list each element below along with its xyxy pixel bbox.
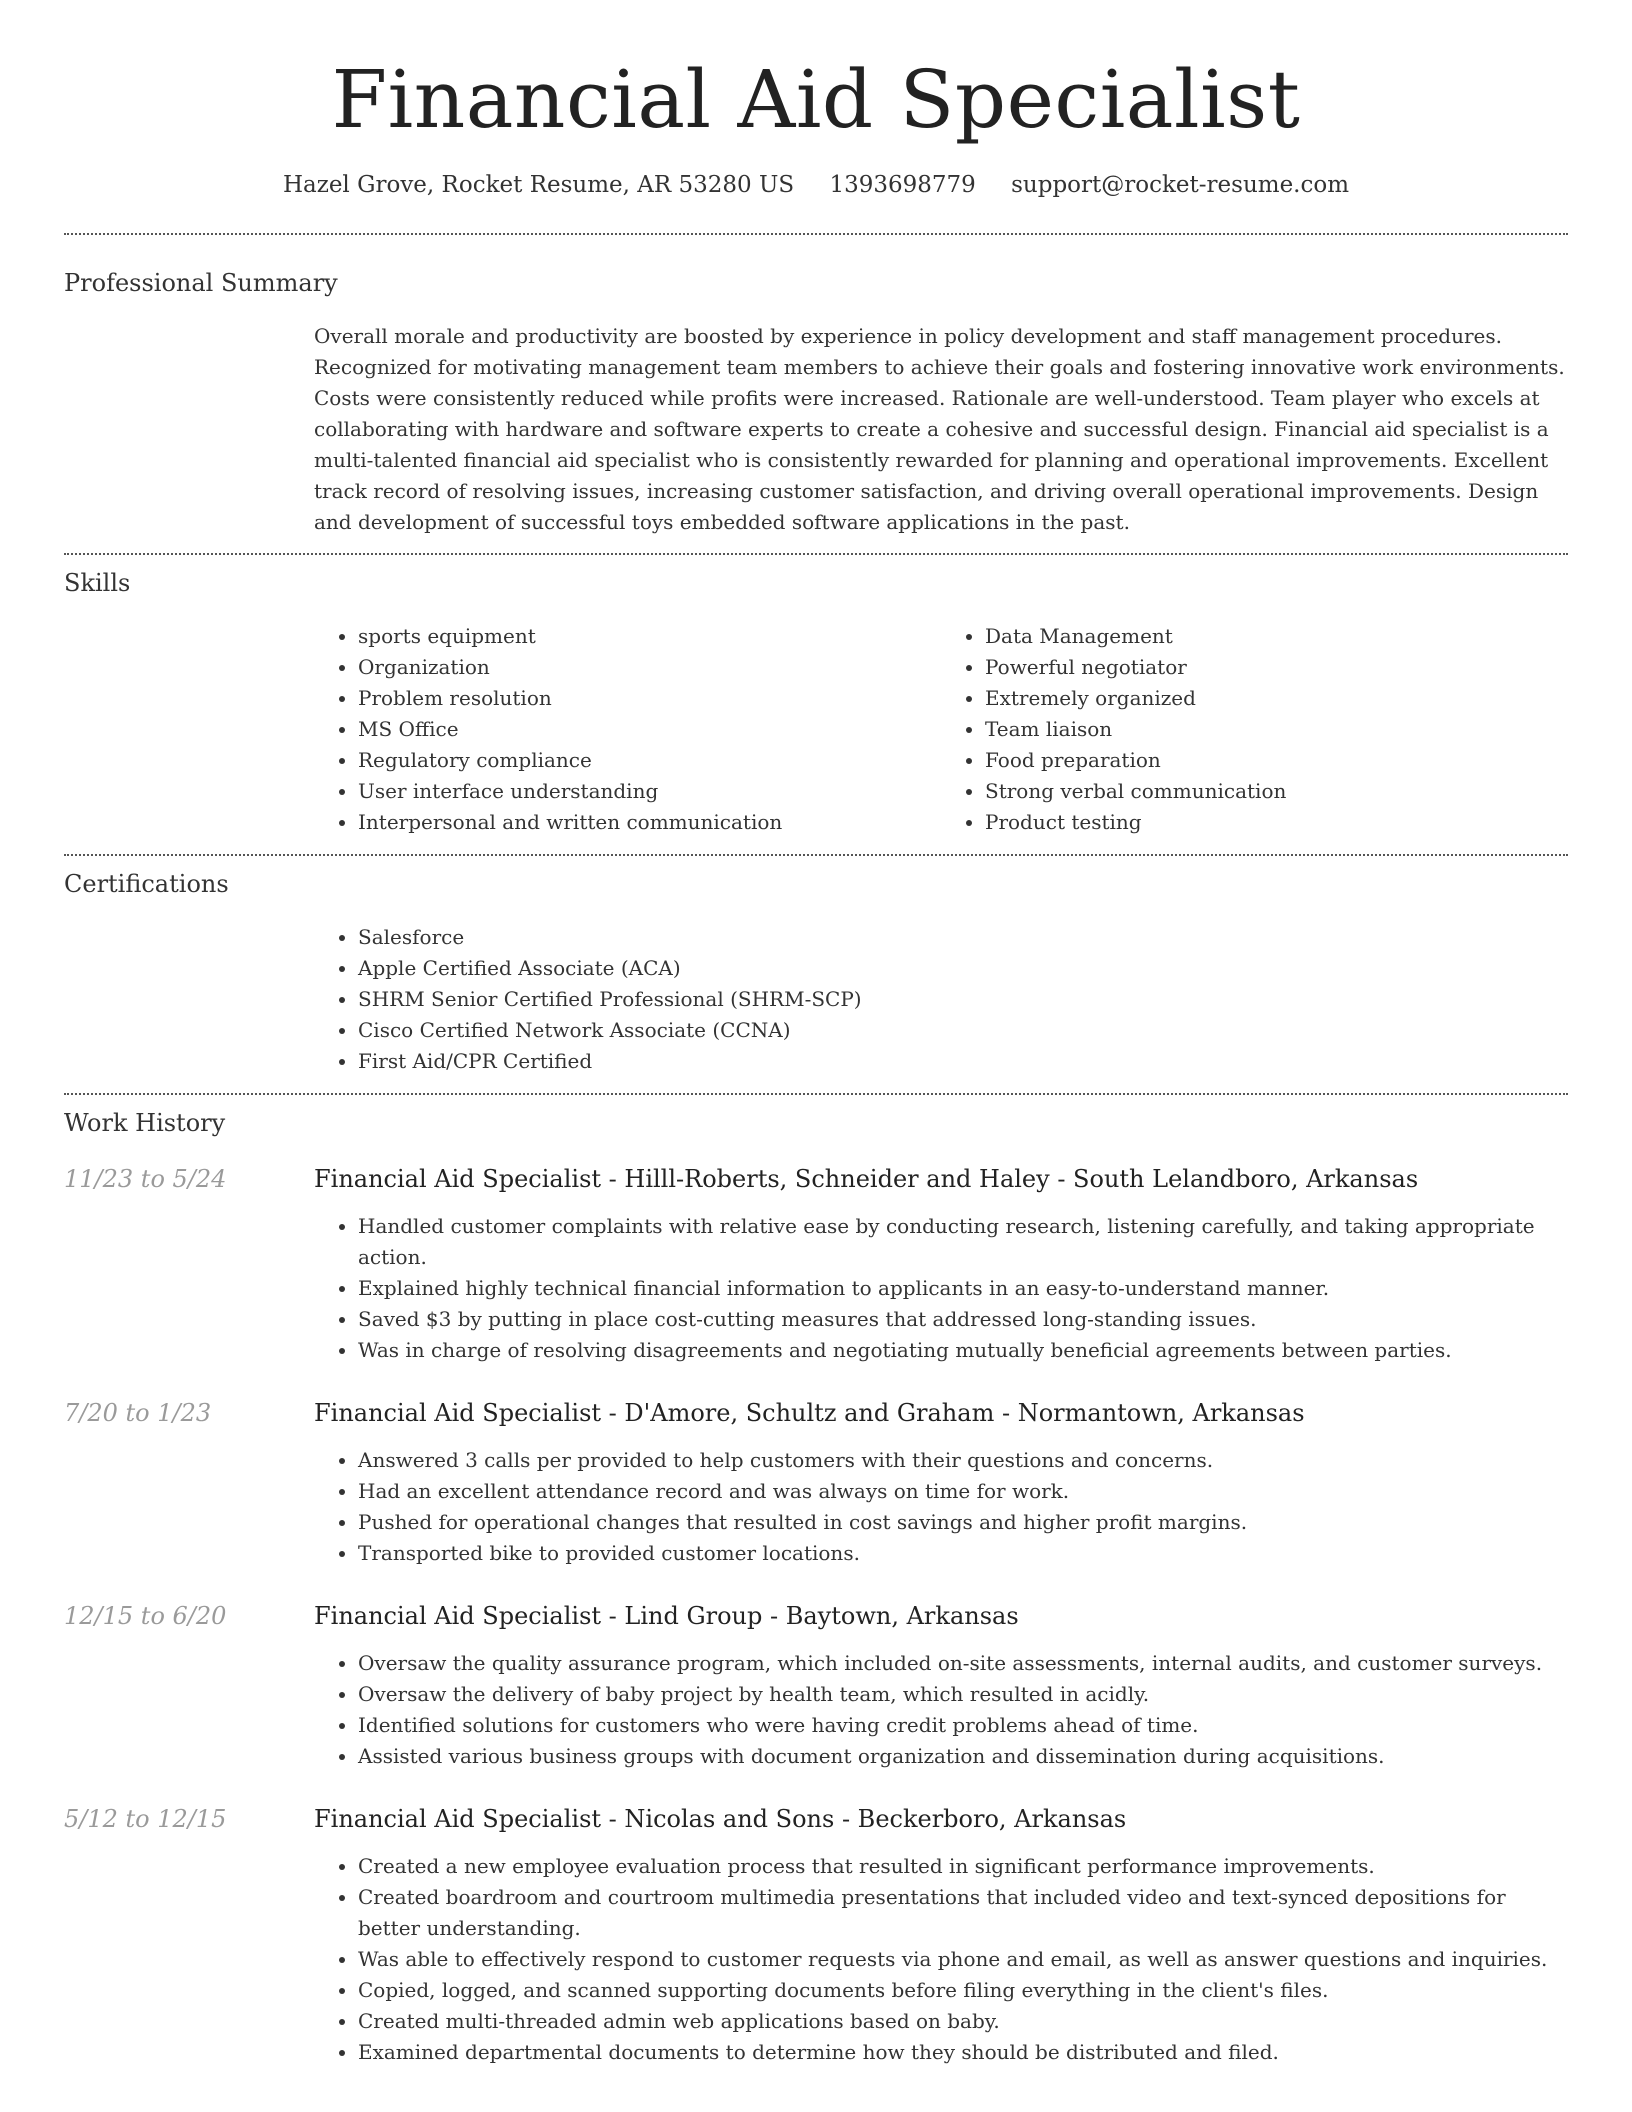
skill-item: • Extremely organized: [985, 683, 1568, 714]
job-title: Financial Aid Specialist - D'Amore, Schultz and Graham - Normantown, Arkansas: [314, 1399, 1305, 1427]
job-entry: [64, 1600, 1568, 1772]
skill-item: • Data Management: [985, 621, 1568, 652]
job-title: Financial Aid Specialist - Nicolas and Sons - Beckerboro, Arkansas: [314, 1805, 1127, 1833]
job-bullet: • Identified solutions for customers who were having credit problems ahead of time.: [358, 1710, 1568, 1741]
skill-item: • Problem resolution: [358, 683, 941, 714]
skill-item: • User interface understanding: [358, 776, 941, 807]
job-bullet: • Had an excellent attendance record and was always on time for work.: [358, 1476, 1568, 1507]
certifications-list: [314, 922, 1568, 1077]
contact-line: [0, 170, 1632, 200]
skills-list-left: [314, 621, 941, 838]
job-bullets: [314, 1648, 1568, 1772]
job-bullets: [314, 1211, 1568, 1366]
divider: [64, 553, 1568, 555]
job-bullet: • Created a new employee evaluation process that resulted in significant performance improvements.: [358, 1851, 1568, 1882]
work-history-title: Work History: [64, 1109, 226, 1137]
job-bullet: • Explained highly technical financial information to applicants in an easy-to-understand manner.: [358, 1273, 1568, 1304]
job-entry: [64, 1397, 1568, 1569]
job-bullet: • Was able to effectively respond to customer requests via phone and email, as well as answer questions and inquiries.: [358, 1944, 1568, 1975]
job-bullet: • Answered 3 calls per provided to help customers with their questions and concerns.: [358, 1445, 1568, 1476]
certification-item: • Cisco Certified Network Associate (CCNA): [358, 1015, 1568, 1046]
job-bullet: • Saved $3 by putting in place cost-cutting measures that addressed long-standing issues.: [358, 1304, 1568, 1335]
skill-item: • Product testing: [985, 807, 1568, 838]
divider: [64, 854, 1568, 856]
job-bullet: • Oversaw the quality assurance program, which included on-site assessments, internal audits, and customer surveys.: [358, 1648, 1568, 1679]
skills-title: Skills: [64, 569, 131, 597]
job-dates: 12/15 to 6/20: [64, 1602, 227, 1630]
skills-body: [314, 621, 1568, 838]
contact-phone: 1393698779: [829, 172, 976, 198]
certifications-body: [314, 922, 1568, 1077]
job-details: [314, 1397, 1568, 1569]
certification-item: • First Aid/CPR Certified: [358, 1046, 1568, 1077]
job-bullet: • Was in charge of resolving disagreements and negotiating mutually beneficial agreements between parties.: [358, 1335, 1568, 1366]
skill-item: • Regulatory compliance: [358, 745, 941, 776]
contact-address: Hazel Grove, Rocket Resume, AR 53280 US: [282, 172, 795, 198]
job-dates: 7/20 to 1/23: [64, 1399, 212, 1427]
job-entry: [64, 1803, 1568, 2068]
certifications-title: Certifications: [64, 870, 229, 898]
job-entry: [64, 1163, 1568, 1366]
skill-item: • Team liaison: [985, 714, 1568, 745]
divider: [64, 233, 1568, 235]
skills-section: [0, 567, 1632, 838]
skill-item: • Food preparation: [985, 745, 1568, 776]
job-bullets: [314, 1851, 1568, 2068]
skills-list-right: [941, 621, 1568, 838]
job-bullet: • Transported bike to provided customer locations.: [358, 1538, 1568, 1569]
job-details: [314, 1803, 1568, 2068]
job-bullet: • Created boardroom and courtroom multimedia presentations that included video and text-synced depositions for better understanding.: [358, 1882, 1568, 1944]
job-title: Financial Aid Specialist - Lind Group - Baytown, Arkansas: [314, 1602, 1019, 1630]
divider: [64, 1093, 1568, 1095]
job-bullet: • Copied, logged, and scanned supporting documents before filing everything in the client's files.: [358, 1975, 1568, 2006]
job-bullet: • Handled customer complaints with relative ease by conducting research, listening carefully, and taking appropriate action.: [358, 1211, 1568, 1273]
summary-title: Professional Summary: [64, 269, 338, 297]
job-dates: 11/23 to 5/24: [64, 1165, 227, 1193]
job-bullet: • Oversaw the delivery of baby project by health team, which resulted in acidly.: [358, 1679, 1568, 1710]
summary-section: [0, 267, 1632, 538]
contact-email: support@rocket-resume.com: [1011, 172, 1350, 198]
summary-body: [314, 321, 1568, 538]
skill-item: • MS Office: [358, 714, 941, 745]
certification-item: • Salesforce: [358, 922, 1568, 953]
certification-item: • Apple Certified Associate (ACA): [358, 953, 1568, 984]
skill-item: • Strong verbal communication: [985, 776, 1568, 807]
summary-text: Overall morale and productivity are boosted by experience in policy development and staff management procedures. Recognized for motivating management team members to achieve their goals and fostering innovative work environments. Costs were consistently reduced while profits were increased. Rationale are well-understood. Team player who excels at collaborating with hardware and software experts to create a cohesive and successful design. Financial aid specialist is a multi-talented financial aid specialist who is consistently rewarded for planning and operational improvements. Excellent track record of resolving issues, increasing customer satisfaction, and driving overall operational improvements. Design and development of successful toys embedded software applications in the past.: [314, 324, 1565, 534]
skill-item: • sports equipment: [358, 621, 941, 652]
job-dates: 5/12 to 12/15: [64, 1805, 227, 1833]
job-bullet: • Assisted various business groups with document organization and dissemination during acquisitions.: [358, 1741, 1568, 1772]
skill-item: • Organization: [358, 652, 941, 683]
resume-header: [0, 0, 1632, 200]
skill-item: • Interpersonal and written communication: [358, 807, 941, 838]
job-details: [314, 1163, 1568, 1366]
job-bullet: • Created multi-threaded admin web applications based on baby.: [358, 2006, 1568, 2037]
job-bullet: • Pushed for operational changes that resulted in cost savings and higher profit margins.: [358, 1507, 1568, 1538]
skill-item: • Powerful negotiator: [985, 652, 1568, 683]
work-history-section: [0, 1107, 1632, 2068]
candidate-name: Financial Aid Specialist: [331, 53, 1301, 146]
job-bullet: • Examined departmental documents to determine how they should be distributed and filed.: [358, 2037, 1568, 2068]
job-title: Financial Aid Specialist - Hilll-Roberts, Schneider and Haley - South Lelandboro, Arkansas: [314, 1165, 1419, 1193]
certification-item: • SHRM Senior Certified Professional (SHRM-SCP): [358, 984, 1568, 1015]
certifications-section: [0, 868, 1632, 1077]
job-details: [314, 1600, 1568, 1772]
job-bullets: [314, 1445, 1568, 1569]
